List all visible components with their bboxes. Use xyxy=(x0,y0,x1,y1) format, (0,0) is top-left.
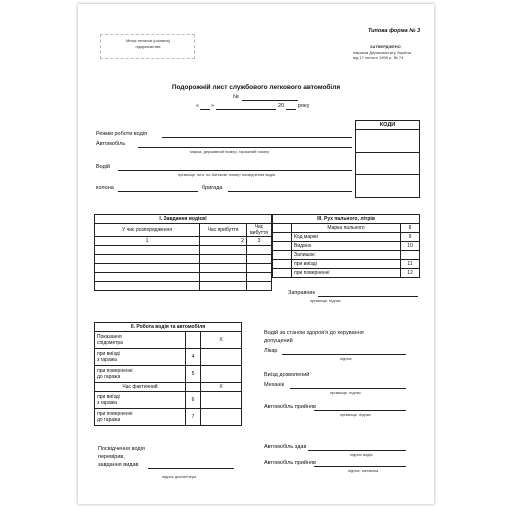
car-accepted2-label: Автомобіль прийняв xyxy=(264,460,316,466)
driver-field[interactable] xyxy=(118,170,352,171)
exit-garage2-label xyxy=(95,392,186,409)
row-num-7: 7 xyxy=(186,409,201,426)
row-num-4: 4 xyxy=(186,349,201,366)
refueler-hint: прізвище, підпис xyxy=(310,298,341,303)
waybill-form-page xyxy=(78,4,434,504)
driver-hint: прізвище, ім'я, по батькові; номер посвідчення водія xyxy=(178,172,276,177)
exit-garage2-value[interactable] xyxy=(201,392,242,409)
row-num-6: 6 xyxy=(186,392,201,409)
row-num-9: 9 xyxy=(401,233,420,242)
return-garage2-line-2: до гаража xyxy=(97,417,121,423)
task-row[interactable] xyxy=(95,282,272,291)
codes-divider-1 xyxy=(355,129,420,130)
page-title: Подорожній лист службового легкового автомобіля xyxy=(171,84,341,91)
task-row[interactable] xyxy=(95,264,272,273)
task-row[interactable] xyxy=(95,255,272,264)
mechanic-field[interactable] xyxy=(290,388,406,389)
health-line-2: допущений xyxy=(264,338,293,344)
row-num-8: 8 xyxy=(401,224,420,233)
doctor-sig-hint: підпис xyxy=(340,356,352,361)
col-num-2: 2 xyxy=(200,237,247,246)
remainder-label: Залишок: xyxy=(292,251,401,260)
work-mode-field[interactable] xyxy=(162,137,352,138)
col-departure-time: Час вибуття xyxy=(247,224,272,237)
driver-sig-hint: підпис водія xyxy=(350,452,373,457)
order-line-1: наказом Держкомстату України xyxy=(353,50,411,55)
speedometer-line-1: Показання xyxy=(97,334,122,340)
stamp-enterprise-label: підприємства xyxy=(135,44,161,49)
work-mode-label: Режим роботи водія xyxy=(96,131,148,137)
col-num-1: 1 xyxy=(95,237,200,246)
exit-garage-label xyxy=(95,349,186,366)
on-exit-label: при виїзді xyxy=(292,260,401,269)
driver-label: Водій xyxy=(96,164,111,170)
col-at-whose-disposal: У чиє розпорядження xyxy=(95,224,200,237)
col-arrival-time: Час прибуття xyxy=(200,224,247,237)
car-accepted-label: Автомобіль прийняв xyxy=(264,404,316,410)
return-garage-line-1: при поверненні xyxy=(97,368,133,374)
day-field[interactable] xyxy=(200,109,210,110)
exit-garage2-line-1: при виїзді xyxy=(97,394,120,400)
dispatcher-sig-field[interactable] xyxy=(148,468,234,469)
license-checked-line-2: перевірив, xyxy=(98,454,125,460)
driver-task-table xyxy=(94,214,272,291)
brigade-label: бригада xyxy=(202,185,223,191)
refueler-label: Заправник xyxy=(288,290,315,296)
exit-garage-line-2: з гаража xyxy=(97,357,117,363)
codes-divider-3 xyxy=(355,174,420,175)
issued-label: Видано xyxy=(292,242,401,251)
codes-box xyxy=(355,120,420,198)
doctor-field[interactable] xyxy=(282,354,406,355)
release-allowed-label: Виїзд дозволений xyxy=(264,372,310,378)
fuel-brand-label: Марка пального xyxy=(292,224,401,233)
exit-garage-value[interactable] xyxy=(201,349,242,366)
car-accepted2-field[interactable] xyxy=(314,466,406,467)
column-label: колона xyxy=(96,185,114,191)
car-accepted-field[interactable] xyxy=(314,410,406,411)
mechanic-sig-hint: підпис, механіка xyxy=(348,468,379,473)
column-field[interactable] xyxy=(118,191,198,192)
x-mark-1: X xyxy=(201,332,242,349)
codes-divider-2 xyxy=(355,152,420,153)
row-num-12: 12 xyxy=(401,269,420,278)
month-field[interactable] xyxy=(216,109,276,110)
dispatcher-sig-hint: підпис диспетчера xyxy=(162,474,197,479)
exit-garage-line-1: при виїзді xyxy=(97,351,120,357)
driver-work-table xyxy=(94,322,242,426)
doctor-label: Лікар xyxy=(264,348,278,354)
codes-label: КОДИ xyxy=(379,122,396,128)
task-row[interactable] xyxy=(95,273,272,282)
year-prefix: 20 xyxy=(278,103,285,109)
return-garage-label xyxy=(95,366,186,383)
fuel-code-label: Код марки xyxy=(292,233,401,242)
year-suffix: року xyxy=(298,103,310,109)
car-accepted-hint: прізвище, підпис xyxy=(340,412,371,417)
form-number-label: Типова форма № 3 xyxy=(368,28,421,34)
car-hint: марка, державний номер, гаражний номер xyxy=(190,149,270,154)
on-return-label: при поверненні xyxy=(292,269,401,278)
return-garage2-line-1: при поверненні xyxy=(97,411,133,417)
health-line-1: Водій за станом здоров'я до керування xyxy=(264,330,364,336)
exit-garage2-line-2: з гаража xyxy=(97,400,117,406)
date-open-quote: « xyxy=(196,103,200,109)
order-line-2: від 17 лютого 1998 р. № 74 xyxy=(353,55,404,60)
approved-label: ЗАТВЕРДЖЕНО xyxy=(370,44,401,49)
col-num-3: 3 xyxy=(247,237,272,246)
return-garage-line-2: до гаража xyxy=(97,374,121,380)
fuel-movement-table xyxy=(272,214,420,278)
speedometer-line-2: спідометра xyxy=(97,340,123,346)
number-prefix: № xyxy=(233,94,239,100)
section1-title: І. Завдання водієві xyxy=(95,215,272,224)
brigade-field[interactable] xyxy=(228,191,352,192)
row-num-5: 5 xyxy=(186,366,201,383)
x-mark-2: X xyxy=(201,383,242,392)
section3-title: ІІІ. Рух пального, літрів xyxy=(273,215,420,224)
car-field[interactable] xyxy=(138,147,352,148)
return-garage-value[interactable] xyxy=(201,366,242,383)
return-garage2-value[interactable] xyxy=(201,409,242,426)
license-checked-line-1: Посвідчення водія xyxy=(98,446,145,452)
car-handed-field[interactable] xyxy=(308,450,406,451)
car-handed-label: Автомобіль здав xyxy=(264,444,307,450)
refueler-field[interactable] xyxy=(318,296,418,297)
number-field[interactable] xyxy=(242,100,298,101)
row-num-10: 10 xyxy=(401,242,420,251)
year-field[interactable] xyxy=(286,109,296,110)
stamp-place-label: Місце печатки (штампа) xyxy=(125,38,171,43)
speedometer-label xyxy=(95,332,186,349)
date-close-quote: » xyxy=(211,103,215,109)
row-num-11: 11 xyxy=(401,260,420,269)
task-row[interactable] xyxy=(95,246,272,255)
section2-title: ІІ. Робота водія та автомобіля xyxy=(95,323,242,332)
mechanic-hint: прізвище, підпис xyxy=(330,390,361,395)
return-garage2-label xyxy=(95,409,186,426)
car-label: Автомобіль xyxy=(96,141,126,147)
mechanic-label: Механік xyxy=(264,382,284,388)
actual-time-label: Час фактичний xyxy=(95,383,186,392)
license-checked-line-3: завдання видав xyxy=(98,462,139,468)
